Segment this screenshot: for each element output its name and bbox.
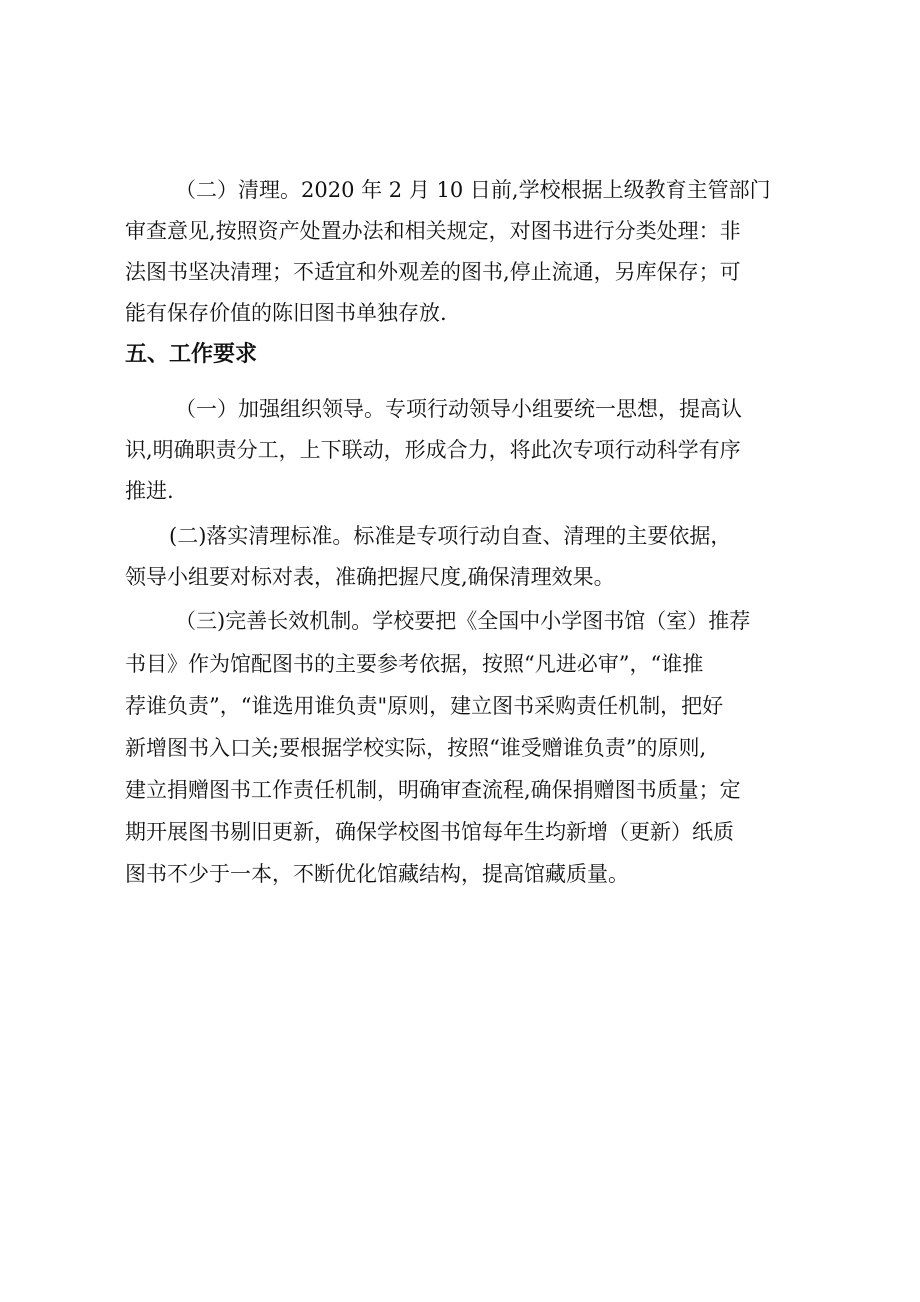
item3-paragraph-line-1: （三)完善长效机制。学校要把《全国中小学图书馆（室）推荐	[175, 609, 751, 633]
section-heading-work-requirements: 五、工作要求	[125, 342, 258, 367]
item1-paragraph-line-2: 识,明确职责分工，上下联动，形成合力，将此次专项行动科学有序	[125, 438, 741, 462]
item2-paragraph-line-2: 领导小组要对标对表，准确把握尺度,确保清理效果。	[125, 565, 615, 589]
item3-paragraph-line-6: 期开展图书剔旧更新，确保学校图书馆每年生均新增（更新）纸质	[125, 820, 734, 844]
item3-paragraph-line-5: 建立捐赠图书工作责任机制，明确审查流程,确保捐赠图书质量；定	[125, 778, 741, 802]
item3-paragraph-line-3: 荐谁负责”，“谁选用谁负责"原则，建立图书采购责任机制，把好	[125, 694, 724, 718]
item3-paragraph-line-2: 书目》作为馆配图书的主要参考依据，按照“凡进必审”，“谁推	[125, 652, 704, 676]
item3-paragraph-line-4: 新增图书入口关;要根据学校实际，按照“谁受赠谁负责”的原则,	[125, 736, 707, 760]
cleanup-paragraph-line-4: 能有保存价值的陈旧图书单独存放.	[125, 301, 447, 325]
item2-paragraph-line-1: (二)落实清理标准。标准是专项行动自查、清理的主要依据，	[169, 524, 732, 548]
cleanup-paragraph-line-3: 法图书坚决清理；不适宜和外观差的图书,停止流通，另库保存；可	[125, 260, 741, 284]
item3-paragraph-line-7: 图书不少于一本，不断优化馆藏结构，提高馆藏质量。	[125, 862, 629, 886]
cleanup-paragraph-line-1: （二）清理。2020 年 2 月 10 日前,学校根据上级教育主管部门	[175, 178, 771, 202]
item1-paragraph-line-1: （一）加强组织领导。专项行动领导小组要统一思想，提高认	[175, 397, 742, 421]
cleanup-paragraph-line-2: 审查意见,按照资产处置办法和相关规定，对图书进行分类处理：非	[125, 219, 741, 243]
item1-paragraph-line-3: 推进.	[125, 479, 174, 503]
